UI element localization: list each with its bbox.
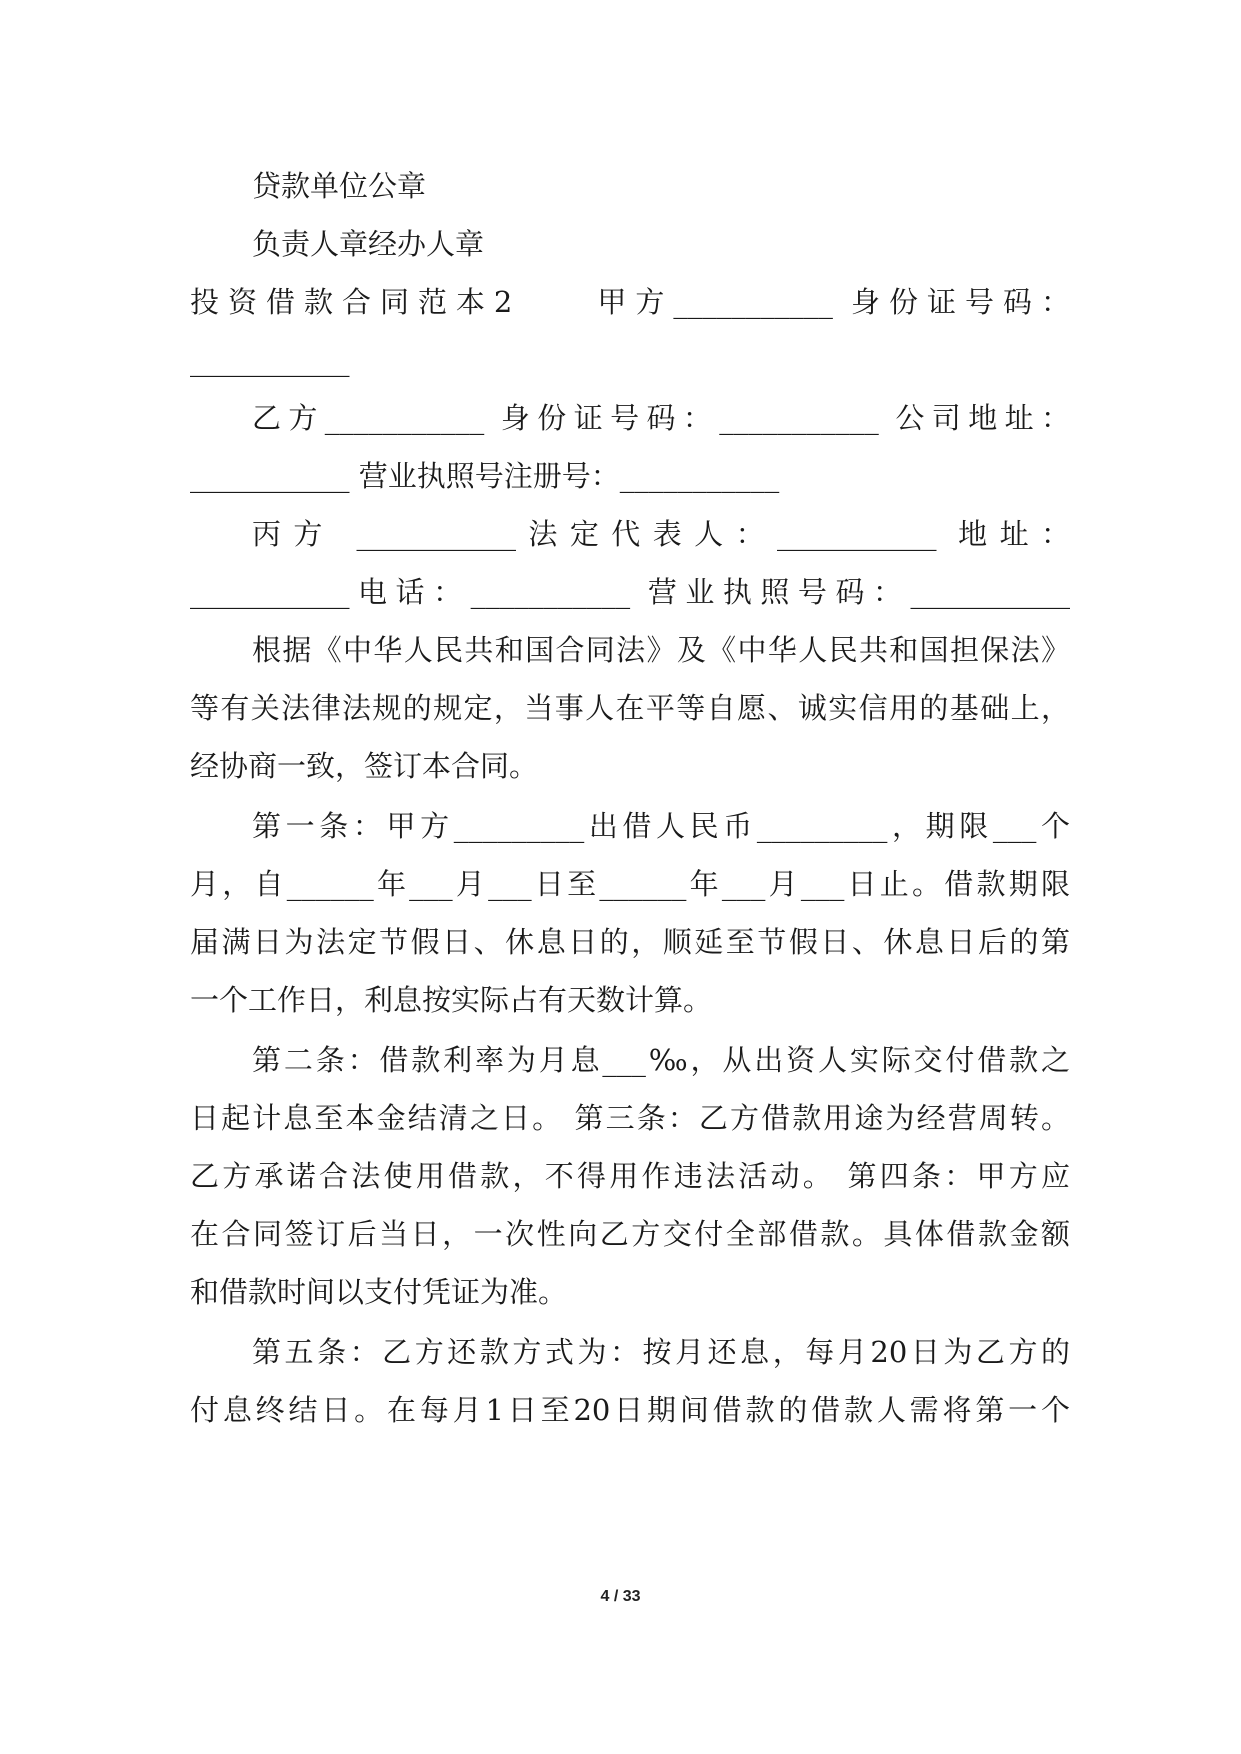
text-line-article-5-b: 付息终结日。在每月1日至20日期间借款的借款人需将第一个 <box>190 1393 1070 1427</box>
text-line-title-party-a: 投资借款合同范本2 甲方___________ 身份证号码： <box>190 285 1070 319</box>
text-line-article-1-c: 届满日为法定节假日、休息日的，顺延至节假日、休息日后的第 <box>190 925 1070 959</box>
text-line-article-1-a: 第一条：甲方_________出借人民币_________，期限___个 <box>252 809 1070 843</box>
text-line-article-1-d: 一个工作日，利息按实际占有天数计算。 <box>190 983 713 1017</box>
text-line-party-c-contact: ___________电话：___________ 营业执照号码：___________ <box>190 575 1070 609</box>
text-line-article-3: 乙方承诺合法使用借款，不得用作违法活动。 第四条：甲方应 <box>190 1159 1070 1193</box>
text-line-preamble-3: 经协商一致，签订本合同。 <box>190 749 539 783</box>
text-line-article-4-a: 在合同签订后当日，一次性向乙方交付全部借款。具体借款金额 <box>190 1217 1070 1251</box>
page-number: 4 / 33 <box>600 1588 641 1605</box>
text-line-article-2-b: 日起计息至本金结清之日。 第三条：乙方借款用途为经营周转。 <box>190 1101 1070 1135</box>
text-line-party-a-id: ___________ <box>190 343 350 377</box>
text-line-signatures: 负责人章经办人章 <box>252 227 485 261</box>
text-line-article-1-b: 月，自______年___月___日至______年___月___日止。借款期限 <box>190 867 1070 901</box>
text-line-article-5-a: 第五条：乙方还款方式为：按月还息，每月20日为乙方的 <box>252 1335 1070 1369</box>
text-line-article-4-b: 和借款时间以支付凭证为准。 <box>190 1275 568 1309</box>
text-line-party-b: 乙方___________ 身份证号码：___________ 公司地址： <box>252 401 1070 435</box>
text-line-seal: 贷款单位公章 <box>252 169 427 203</box>
text-line-preamble-2: 等有关法律法规的规定，当事人在平等自愿、诚实信用的基础上， <box>190 691 1070 725</box>
text-line-preamble-1: 根据《中华人民共和国合同法》及《中华人民共和国担保法》 <box>252 633 1070 667</box>
text-line-article-2-a: 第二条：借款利率为月息___‰，从出资人实际交付借款之 <box>252 1043 1070 1077</box>
text-line-party-b-license: ___________ 营业执照号注册号：___________ <box>190 459 780 493</box>
text-line-party-c: 丙方 ___________法定代表人：___________ 地址： <box>252 517 1070 551</box>
